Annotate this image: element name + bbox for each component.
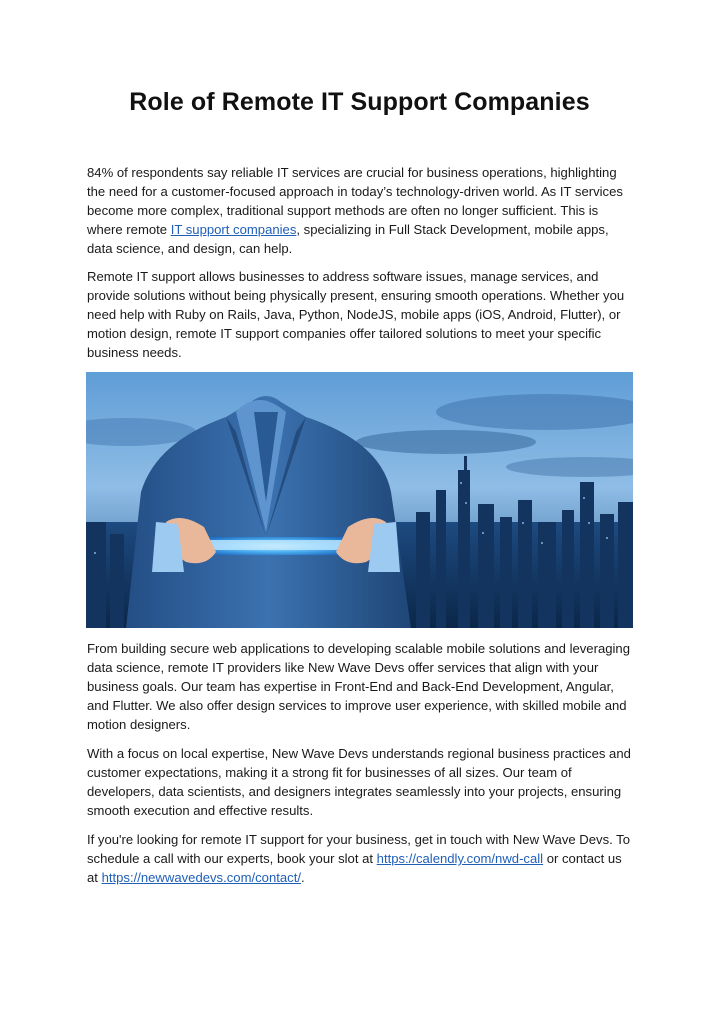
contact-text-1: If you're looking for remote IT support for your business, get in touch with New Wave Devs. To schedule a call with our experts, book your slot at bbox=[87, 832, 630, 867]
services-paragraph: From building secure web applications to developing scalable mobile solutions and leveraging data science, remote IT providers like New Wave Devs offer services that align with your business goals. Our team has expertise in Front-End and Back-End Development, Angular, and Flutter. We also offer design services to improve user experience, with skilled mobile and motion designers. bbox=[87, 641, 630, 733]
contact-page-link[interactable]: https://newwavedevs.com/contact/ bbox=[101, 870, 301, 886]
businessman-tablet-city-image bbox=[86, 372, 633, 628]
calendly-link[interactable]: https://calendly.com/nwd-call bbox=[376, 851, 544, 867]
intro-paragraph bbox=[87, 163, 636, 258]
local-expertise-paragraph: With a focus on local expertise, New Wave Devs understands regional business practices and customer expectations, making it a strong fit for businesses of all sizes. Our team of developers, data scientists, and designers integrates seamlessly into your projects, ensuring smooth execution and effective results. bbox=[87, 746, 631, 819]
contact-text-3: . bbox=[300, 870, 305, 886]
intro-text-start: 84% of respondents say reliable IT services are crucial for business operations, highlighting the need for a customer-focused approach in today’s technology-driven world. As IT services become more complex, traditional support methods are often no longer sufficient. This is where remote bbox=[87, 165, 623, 238]
it-support-companies-link[interactable]: IT support companies bbox=[170, 222, 297, 238]
contact-text-2: or contact us at bbox=[87, 851, 622, 886]
page-title: Role of Remote IT Support Companies bbox=[129, 88, 590, 116]
remote-support-paragraph: Remote IT support allows businesses to address software issues, manage services, and provide solutions without being physically present, ensuring smooth operations. Whether you need help with Ruby on Rails, Java, Python, NodeJS, mobile apps (iOS, Android, Flutter), or motion design, remote IT support companies offer tailored solutions to meet your specific business needs. bbox=[87, 269, 625, 361]
contact-paragraph bbox=[87, 830, 636, 887]
intro-text-end: , specializing in Full Stack Development, mobile apps, data science, and design, can help. bbox=[87, 222, 609, 257]
